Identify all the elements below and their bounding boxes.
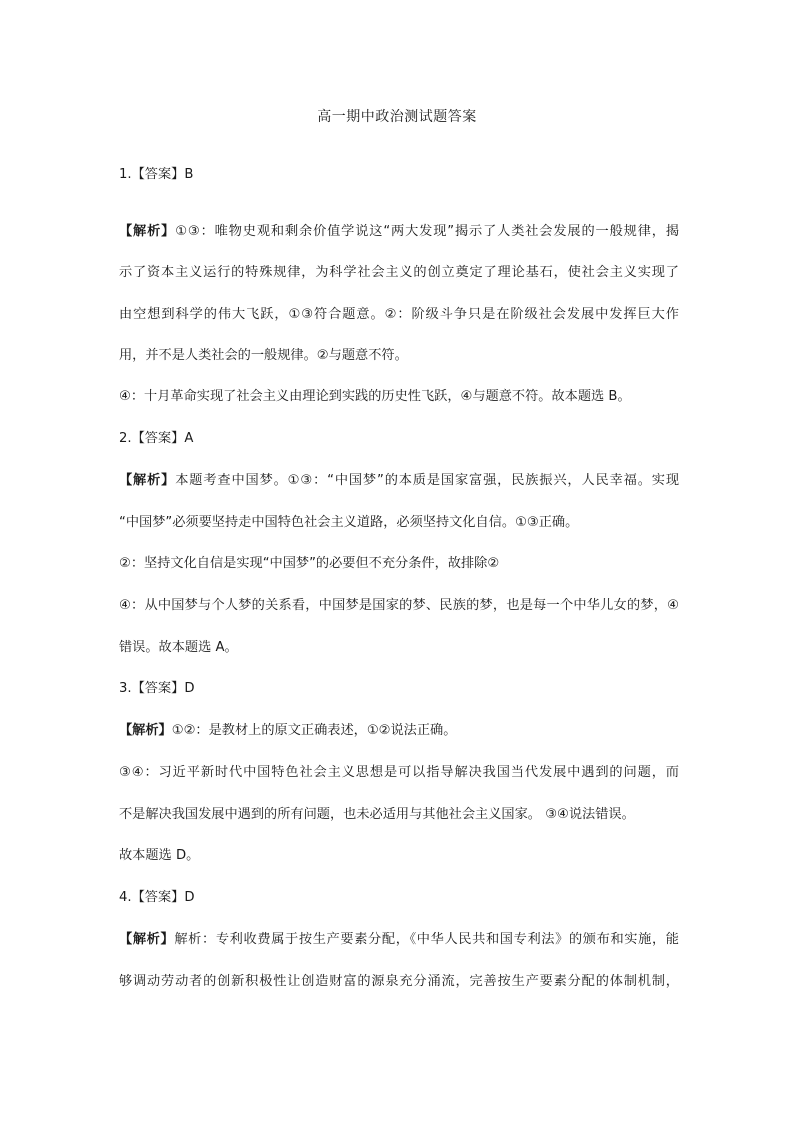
q3-analysis-line-3: 不是解决我国发展中遇到的所有问题，也未必适用与其他社会主义国家。 ③④说法错误。: [119, 807, 635, 822]
q4-analysis-text-1: 解析：专利收费属于按生产要素分配，《中华人民共和国专利法》的颁布和实施，能: [174, 932, 679, 947]
q2-answer: 2.【答案】A: [119, 431, 194, 446]
q1-analysis-label: 【解析】: [119, 224, 176, 239]
q3-analysis-label: 【解析】: [119, 723, 172, 738]
q3-answer: 3.【答案】D: [119, 681, 195, 696]
q2-analysis-line-1: [119, 472, 679, 490]
q3-analysis-text-1: ①②：是教材上的原文正确表述，①②说法正确。: [171, 723, 457, 738]
q2-analysis-line-4: ④：从中国梦与个人梦的关系看，中国梦是国家的梦、民族的梦，也是每一个中华儿女的梦，④: [119, 598, 679, 613]
q1-analysis-line-5: ④：十月革命实现了社会主义由理论到实践的历史性飞跃，④与题意不符。故本题选 B。: [119, 389, 631, 404]
q2-analysis-line-2: “中国梦”必须要坚持走中国特色社会主义道路，必须坚持文化自信。①③正确。: [119, 515, 579, 530]
q1-analysis-line-2: 示了资本主义运行的特殊规律，为科学社会主义的创立奠定了理论基石，使社会主义实现了: [119, 265, 679, 280]
q2-analysis-line-5: 错误。故本题选 A。: [119, 640, 238, 655]
q1-analysis-text-1: ①③：唯物史观和剩余价值学说这“两大发现”揭示了人类社会发展的一般规律，揭: [175, 224, 679, 239]
q3-analysis-line-4: 故本题选 D。: [119, 848, 200, 863]
q4-answer: 4.【答案】D: [119, 890, 195, 905]
q2-analysis-text-1: 本题考查中国梦。①③：“中国梦”的本质是国家富强，民族振兴，人民幸福。实现: [175, 473, 679, 488]
q4-analysis-label: 【解析】: [119, 932, 175, 947]
q4-analysis-line-2: 够调动劳动者的创新积极性让创造财富的源泉充分涌流，完善按生产要素分配的体制机制，: [119, 974, 679, 989]
q3-analysis-line-1: [119, 722, 679, 740]
document-title: 高一期中政治测试题答案: [317, 109, 477, 125]
q4-analysis-line-1: [119, 931, 679, 949]
q3-analysis-line-2: ③④：习近平新时代中国特色社会主义思想是可以指导解决我国当代发展中遇到的问题，而: [119, 765, 679, 780]
q1-answer: 1.【答案】B: [119, 167, 194, 182]
q2-analysis-line-3: ②：坚持文化自信是实现“中国梦”的必要但不充分条件，故排除②: [119, 556, 500, 571]
q1-analysis-line-4: 用，并不是人类社会的一般规律。②与题意不符。: [119, 348, 408, 363]
q1-analysis-line-1: [119, 223, 679, 241]
q2-analysis-label: 【解析】: [119, 473, 176, 488]
q1-analysis-line-3: 由空想到科学的伟大飞跃，①③符合题意。②：阶级斗争只是在阶级社会发展中发挥巨大作: [119, 307, 679, 322]
